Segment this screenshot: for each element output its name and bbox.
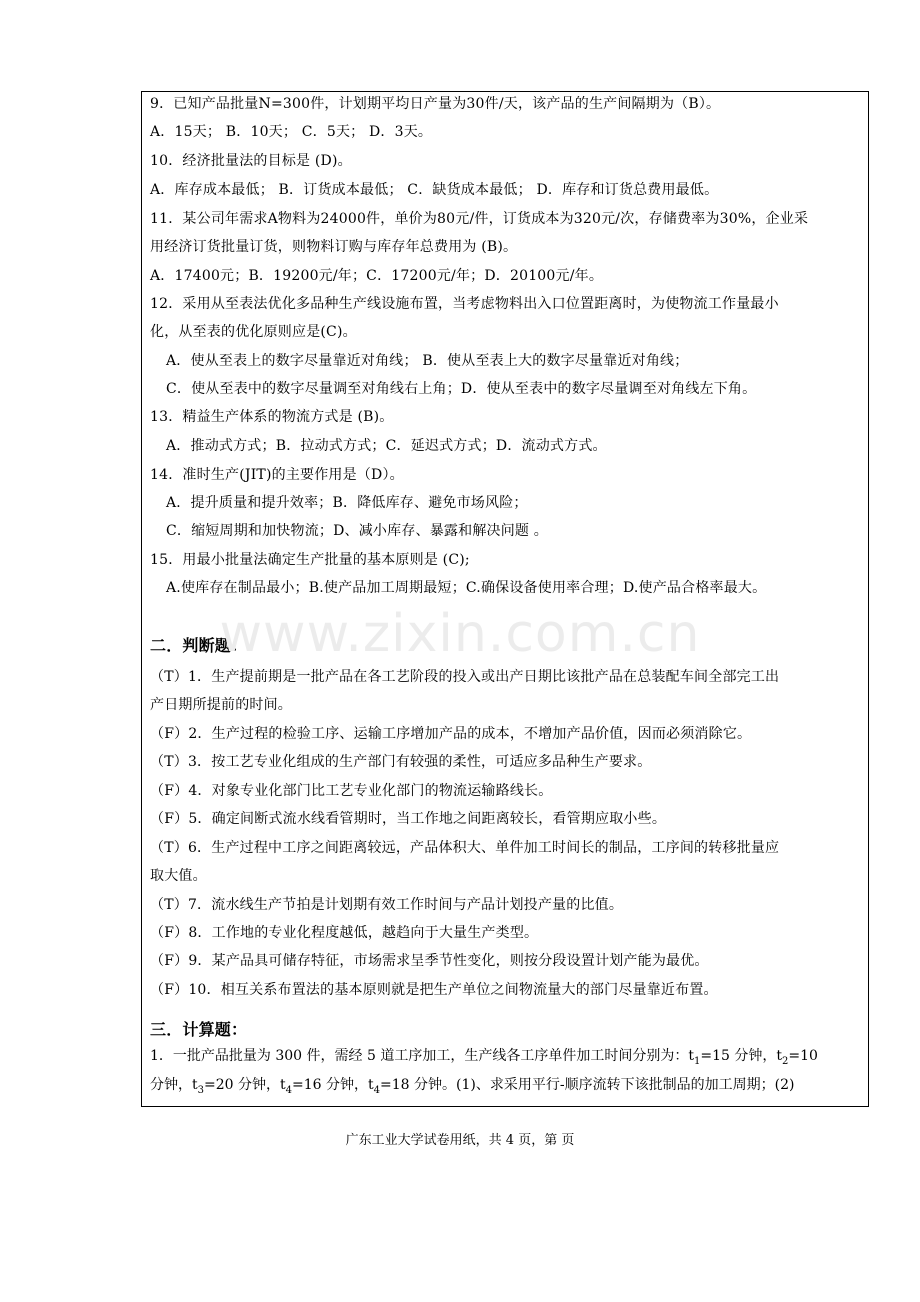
judge-3: （T）3．按工艺专业化组成的生产部门有较强的柔性，可适应多品种生产要求。: [150, 754, 652, 770]
q10-options: A．库存成本最低； B．订货成本最低； C．缺货成本最低； D．库存和订货总费用最低。: [150, 182, 719, 198]
section-calc-heading: 三．计算题：: [150, 1020, 248, 1039]
t3-subscript: 3: [197, 1084, 205, 1096]
judge-9: （F）9．某产品具可储存特征，市场需求呈季节性变化，则按分段设置计划产能为最优。: [150, 953, 709, 969]
judge-10: （F）10．相互关系布置法的基本原则就是把生产单位之间物流量大的部门尽量靠近布置。: [150, 982, 718, 998]
t3-symbol: t: [192, 1077, 198, 1093]
t2-symbol: t: [776, 1048, 782, 1064]
q11-line: 11．某公司年需求A物料为24000件，单价为80元/件，订货成本为320元/次，存储费率为30%，企业采: [150, 211, 809, 227]
t4-subscript: 4: [285, 1084, 293, 1096]
t2-subscript: 2: [782, 1055, 789, 1067]
t5-value: =18 分钟。(1)、求采用平行-顺序流转下该批制品的加工周期；(2): [380, 1077, 795, 1093]
t5-subscript: 4: [373, 1084, 381, 1096]
judge-6: （T）6．生产过程中工序之间距离较远，产品体积大、单件加工时间长的制品，工序间的转移批量应: [150, 840, 780, 856]
t1-value: =15 分钟，: [700, 1048, 777, 1064]
q12-line-cont: 化，从至表的优化原则应是(C)。: [150, 324, 357, 340]
calc-1-text: 1．一批产品批量为 300 件，需经 5 道工序加工，生产线各工序单件加工时间分别为：: [150, 1048, 689, 1064]
t2-value: =10: [788, 1048, 818, 1064]
q11-line-cont: 用经济订货批量订货，则物料订购与库存年总费用为 (B)。: [150, 239, 518, 255]
calc-1-line: [150, 1045, 860, 1067]
q12-line: 12．采用从至表法优化多品种生产线设施布置，当考虑物料出入口位置距离时，为使物流工作量最小: [150, 296, 779, 312]
q13-options: A．推动式方式；B．拉动式方式；C．延迟式方式；D．流动式方式。: [166, 438, 607, 454]
q13-line: 13．精益生产体系的物流方式是 (B)。: [150, 409, 394, 425]
judge-8: （F）8．工作地的专业化程度越低，越趋向于大量生产类型。: [150, 925, 539, 941]
judge-1: （T）1．生产提前期是一批产品在各工艺阶段的投入或出产日期比该批产品在总装配车间全部完工出: [150, 669, 780, 685]
page-footer: 广东工业大学试卷用纸，共 4 页，第 页: [345, 1133, 575, 1148]
judge-7: （T）7．流水线生产节拍是计划期有效工作时间与产品计划投产量的比值。: [150, 897, 624, 913]
q14-options-cd: C．缩短周期和加快物流；D、减小库存、暴露和解决问题 。: [166, 523, 548, 539]
q9-options: A．15天； B．10天； C．5天； D．3天。: [150, 124, 433, 140]
t5-symbol: t: [368, 1077, 374, 1093]
judge-6-cont: 取大值。: [150, 868, 207, 884]
q14-options-ab: A．提升质量和提升效率；B．降低库存、避免市场风险；: [166, 495, 528, 511]
judge-4: （F）4．对象专业化部门比工艺专业化部门的物流运输路线长。: [150, 783, 553, 799]
q15-options: A.使库存在制品最小；B.使产品加工周期最短；C.确保设备使用率合理；D.使产品合格率最大。: [166, 580, 767, 596]
t1-symbol: t: [688, 1048, 694, 1064]
t1-subscript: 1: [693, 1055, 701, 1067]
t3-value: =20 分钟，: [204, 1077, 281, 1093]
t4-symbol: t: [280, 1077, 286, 1093]
q11-options: A．17400元；B．19200元/年；C．17200元/年；D．20100元/年。: [150, 268, 604, 284]
section-judge-heading: 二．判断题：: [150, 636, 248, 655]
q12-options-ab: A．使从至表上的数字尽量靠近对角线； B．使从至表上大的数字尽量靠近对角线；: [166, 353, 689, 369]
judge-1-cont: 产日期所提前的时间。: [150, 697, 292, 713]
exam-sheet-frame: [141, 91, 869, 1107]
calc-1-line-cont: [150, 1074, 860, 1096]
calc-1-prefix: 分钟，: [150, 1077, 192, 1093]
q14-line: 14．准时生产(JIT)的主要作用是（D）。: [150, 467, 404, 483]
q10-line: 10．经济批量法的目标是 (D)。: [150, 153, 352, 169]
q15-line: 15．用最小批量法确定生产批量的基本原则是 (C);: [150, 552, 470, 568]
judge-2: （F）2．生产过程的检验工序、运输工序增加产品的成本，不增加产品价值，因而必须消除它。: [150, 726, 752, 742]
t4-value: =16 分钟，: [292, 1077, 369, 1093]
judge-5: （F）5．确定间断式流水线看管期时，当工作地之间距离较长，看管期应取小些。: [150, 811, 667, 827]
q9-line: 9．已知产品批量N=300件，计划期平均日产量为30件/天，该产品的生产间隔期为（B）。: [150, 96, 721, 112]
watermark: www.zixin.com.cn: [219, 604, 701, 664]
q12-options-cd: C．使从至表中的数字尽量调至对角线右上角；D．使从至表中的数字尽量调至对角线左下角。: [166, 381, 757, 397]
